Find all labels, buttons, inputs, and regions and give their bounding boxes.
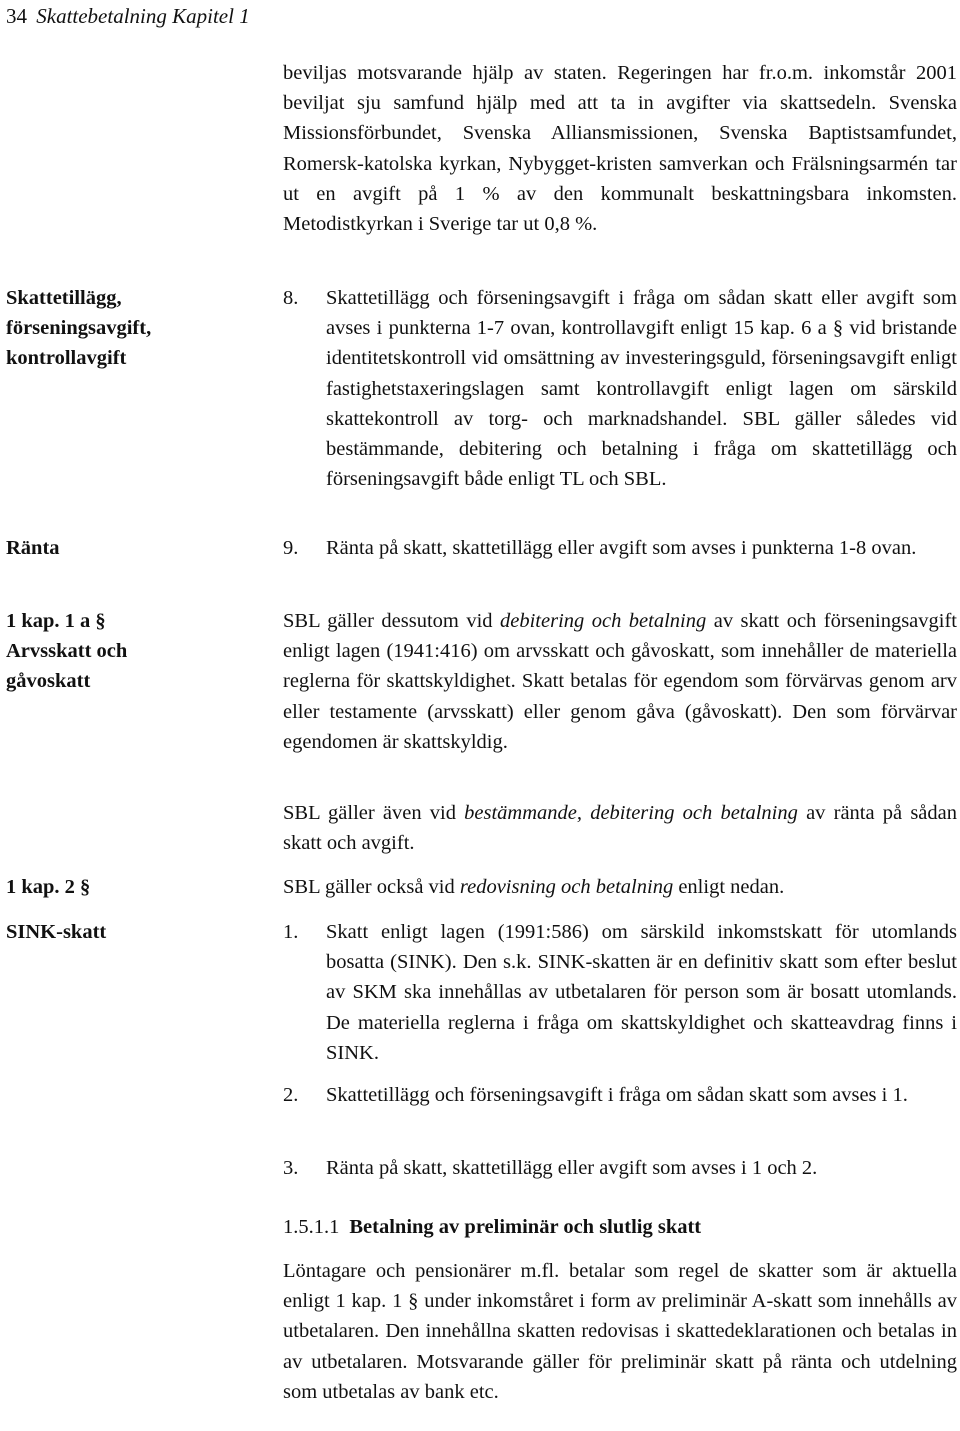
section-heading bbox=[283, 1212, 957, 1242]
item-number: 2. bbox=[283, 1084, 299, 1106]
item-number: 1. bbox=[283, 921, 299, 943]
margin-note-sink: SINK-skatt bbox=[6, 921, 107, 943]
emphasis: redovisning och betalning bbox=[459, 876, 674, 898]
item-number: 8. bbox=[283, 287, 299, 309]
margin-note-skattetillagg: Skattetillägg, förseningsavgift, kontrollavgift bbox=[6, 287, 152, 370]
item-text: Ränta på skatt, skattetillägg eller avgift som avses i punkterna 1-8 ovan. bbox=[326, 537, 917, 559]
running-title: Skattebetalning Kapitel 1 bbox=[36, 4, 250, 28]
item-text: Ränta på skatt, skattetillägg eller avgift som avses i 1 och 2. bbox=[326, 1157, 818, 1179]
kap2-paragraph: SBL gäller också vid redovisning och betalning enligt nedan. bbox=[283, 876, 785, 898]
final-paragraph: Löntagare och pensionärer m.fl. betalar som regel de skatter som är aktuella enligt 1 kap. 1 § under inkomståret i form av preliminär A-skatt som innehålls av utbetalaren. Den innehållna skatten redovisas i skattedeklarationen och betalas in av utbetalaren. Motsvarande gäller för preliminär skatt på ränta och utdelning som utbetalas av bank etc. bbox=[283, 1260, 957, 1403]
item-number: 9. bbox=[283, 537, 299, 559]
sink-item-1 bbox=[283, 917, 957, 1068]
item-text: Skatt enligt lagen (1991:586) om särskild inkomstskatt för utomlands bosatta (SINK). Den s.k. SINK-skatten är en definitiv skatt som efter beslut av SKM ska innehållas av utbetalaren för person som är bosatt utomlands. De materiella reglerna i fråga om skattskyldighet och skatteavdrag finns i SINK. bbox=[326, 921, 957, 1064]
list-item-8 bbox=[283, 283, 957, 494]
margin-note-kap2: 1 kap. 2 § bbox=[6, 876, 91, 898]
emphasis: bestämmande, debitering och betalning bbox=[464, 802, 798, 824]
intro-paragraph: beviljas motsvarande hjälp av staten. Regeringen har fr.o.m. inkomstår 2001 beviljat sju samfund hjälp med att ta in avgifter via skattsedeln. Svenska Missionsförbundet, Svenska Alliansmissionen, Svenska Baptistsamfundet, Romersk-katolska kyrkan, Nybygget-kristen samverkan och Frälsningsarmén tar ut en avgift på 1 % av den kommunalt beskattningsbara inkomsten. Metodistkyrkan i Sverige tar ut 0,8 %. bbox=[283, 62, 957, 236]
page-number: 34 bbox=[6, 4, 27, 28]
sink-item-2 bbox=[283, 1080, 957, 1110]
item-text: Skattetillägg och förseningsavgift i fråga om sådan skatt eller avgift som avses i punkterna 1-7 ovan, kontrollavgift enligt 15 kap. 6 a § vid bristande identitetskontroll vid omsättning av investeringsguld, förseningsavgift enligt fastighetstaxeringslagen samt kontrollavgift enligt lagen om särskild skattekontroll av torg- och marknadshandel. SBL gäller således vid bestämmande, debitering och betalning i fråga om skattetillägg och förseningsavgift både enligt TL och SBL. bbox=[326, 287, 957, 491]
item-number: 3. bbox=[283, 1157, 299, 1179]
sink-item-3 bbox=[283, 1153, 957, 1183]
item-text: Skattetillägg och förseningsavgift i fråga om sådan skatt som avses i 1. bbox=[326, 1084, 908, 1106]
section-title: Betalning av preliminär och slutlig skatt bbox=[349, 1216, 702, 1238]
arvsskatt-paragraph: SBL gäller dessutom vid debitering och betalning av skatt och förseningsavgift enligt lagen (1941:416) om arvsskatt och gåvoskatt, som innehåller de materiella reglerna för skattskyldighet. Skatt betalas för egendom som förvärvas genom arv eller testamente (arvsskatt) eller genom gåva (gåvoskatt). Den som förvärvar egendomen är skattskyldig. bbox=[283, 610, 957, 753]
margin-note-ranta: Ränta bbox=[6, 537, 60, 559]
emphasis: debitering och betalning bbox=[500, 610, 707, 632]
ranta-paragraph: SBL gäller även vid bestämmande, debitering och betalning av ränta på sådan skatt och avgift. bbox=[283, 802, 957, 855]
page-header bbox=[6, 2, 250, 30]
list-item-9 bbox=[283, 533, 957, 563]
section-number: 1.5.1.1 bbox=[283, 1216, 340, 1238]
margin-note-arvsskatt: 1 kap. 1 a § Arvsskatt och gåvoskatt bbox=[6, 610, 128, 693]
